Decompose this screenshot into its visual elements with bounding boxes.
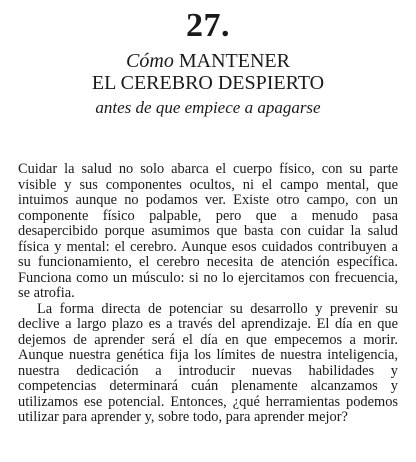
- chapter-title-rest: MANTENER: [173, 50, 290, 72]
- chapter-number: 27.: [186, 7, 230, 44]
- chapter-title-line-1: [0, 50, 416, 72]
- body-paragraph-2: La forma directa de potenciar su desarrollo y prevenir su declive a largo plazo es a través del aprendizaje. El día en que dejemos de aprender será el día en que empecemos a morir. Aunque nuestra genética fija los límites de nuestra inteligencia, nuestra dedicación a introducir nuevas habilidades y competencias determinará cuán plenamente alcanzamos y utilizamos ese potencial. Entonces, ¿qué herramientas podemos utilizar para aprender y, sobre todo, para aprender mejor?: [18, 300, 398, 425]
- chapter-body: [18, 162, 398, 426]
- chapter-title-lead: Cómo: [126, 50, 174, 72]
- chapter-subtitle: antes de que empiece a apagarse: [95, 98, 321, 117]
- body-paragraph-1: Cuidar la salud no solo abarca el cuerpo físico, con su parte visible y sus componentes ocultos, ni el campo mental, que intuimos aunque no podamos ver. Existe otro campo, con un componente físico palpable, pero que a menudo pasa desapercibido porque asumimos que basta con cuidar la salud física y mental: el cerebro. Aunque esos cuidados contribuyen a su funcionamiento, el cerebro necesita de atención específica. Funciona como un músculo: si no lo ejercitamos con frecuencia, se atrofia.: [18, 161, 398, 301]
- chapter-heading: [0, 8, 416, 118]
- chapter-title-line-2: EL CEREBRO DESPIERTO: [91, 72, 325, 94]
